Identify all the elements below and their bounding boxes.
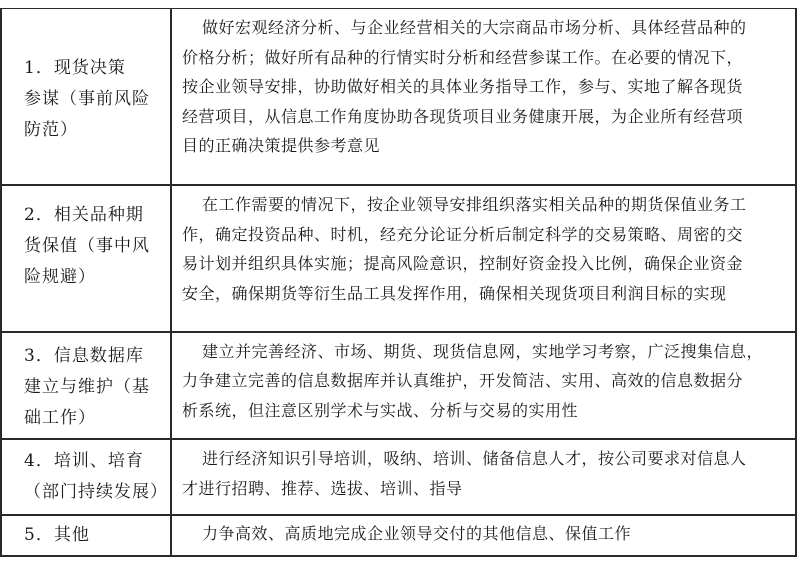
row-title-cell [1, 515, 171, 556]
duties-table [0, 8, 797, 557]
row-title-line: 建立与维护（基 [24, 376, 150, 397]
row-title-cell [1, 332, 171, 439]
row-content-line: 力争建立完善的信息数据库并认真维护，开发简洁、实用、高效的信息数据分 [182, 371, 744, 391]
row-content-line: 易计划并组织具体实施；提高风险意识，控制好资金投入比例，确保企业资金 [182, 254, 744, 274]
row-content-cell [171, 515, 796, 556]
row-title-line: （部门持续发展） [24, 482, 168, 503]
row-content-line: 进行经济知识引导培训，吸纳、培训、储备信息人才，按公司要求对信息人 [202, 449, 747, 469]
row-title-line: 险规避） [24, 267, 96, 288]
row-content-line: 才进行招聘、推荐、选拔、培训、指导 [182, 478, 463, 498]
row-content-line: 目的正确决策提供参考意见 [182, 136, 381, 155]
row-title-line: 1．现货决策 [24, 58, 126, 78]
row-title-cell [1, 9, 171, 186]
row-content-line: 经营项目，从信息工作角度协助各现货项目业务健康开展，为企业所有经营项 [182, 106, 744, 126]
row-title-cell [1, 439, 171, 514]
row-title-line: 货保值（事中风 [24, 236, 150, 257]
row-content-cell [171, 332, 796, 439]
row-content-line: 在工作需要的情况下，按企业领导安排组织落实相关品种的期货保值业务工 [202, 195, 747, 215]
table-row [1, 439, 796, 514]
row-title-line: 础工作） [24, 407, 96, 428]
row-title-line: 4．培训、培育 [24, 451, 144, 472]
row-content-line: 安全，确保期货等衍生品工具发挥作用，确保相关现货项目利润目标的实现 [182, 283, 727, 303]
row-title-cell [1, 185, 171, 332]
row-content-cell [171, 9, 796, 186]
row-title-line: 防范） [24, 120, 78, 140]
row-content-line: 做好宏观经济分析、与企业经营相关的大宗商品市场分析、具体经营品种的 [202, 18, 747, 37]
row-content-line: 价格分析；做好所有品种的行情实时分析和经营参谋工作。在必要的情况下， [182, 47, 744, 67]
table-row [1, 9, 796, 186]
table-row [1, 515, 796, 556]
row-content-line: 按企业领导安排，协助做好相关的具体业务指导工作，参与、实地了解各现货 [182, 77, 744, 96]
row-title-line: 参谋（事前风险 [24, 89, 150, 109]
table-row [1, 332, 796, 439]
row-title-line: 5．其他 [24, 524, 90, 545]
row-title-line: 3．信息数据库 [24, 345, 144, 366]
row-content-cell [171, 439, 796, 514]
row-content-line: 建立并完善经济、市场、期货、现货信息网，实地学习考察，广泛搜集信息， [202, 341, 764, 361]
row-content-line: 力争高效、高质地完成企业领导交付的其他信息、保值工作 [202, 523, 632, 543]
row-content-line: 析系统，但注意区别学术与实战、分析与交易的实用性 [182, 400, 579, 420]
row-title-line: 2．相关品种期 [24, 205, 144, 226]
row-content-line: 作，确定投资品种、时机，经充分论证分析后制定科学的交易策略、周密的交 [182, 224, 744, 244]
table-row [1, 185, 796, 332]
row-content-cell [171, 185, 796, 332]
